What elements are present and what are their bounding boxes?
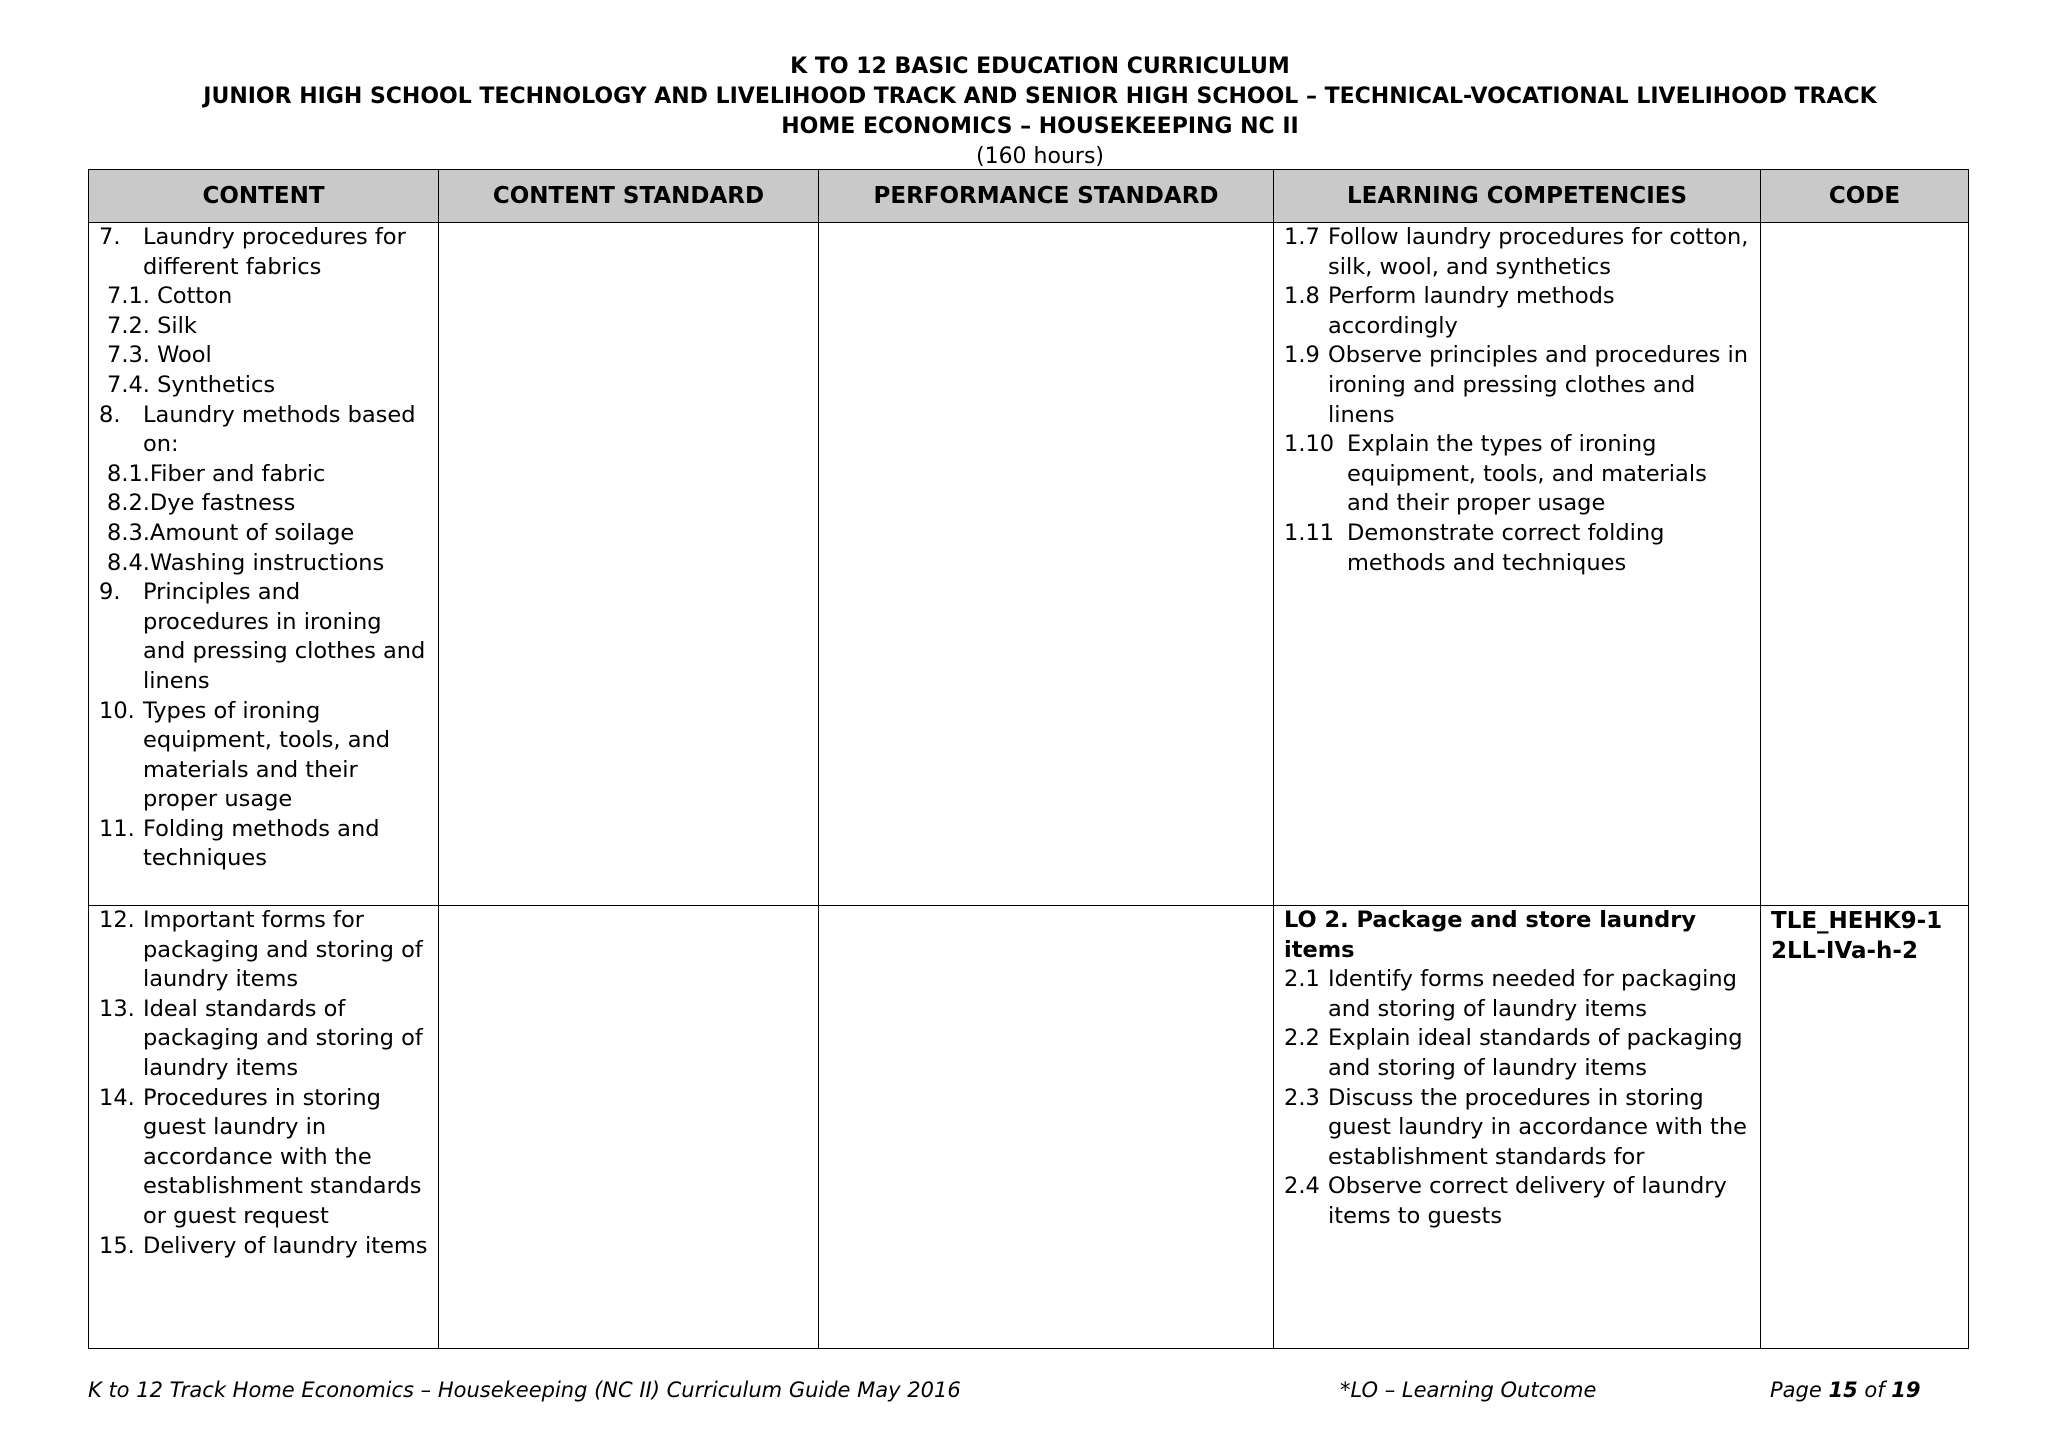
competency-item [1284, 223, 1750, 282]
code-cell [1761, 906, 1969, 1349]
item-number: 2.1 [1284, 966, 1320, 993]
content-list [99, 906, 428, 1261]
competency-item [1284, 519, 1750, 578]
content-subitem: 7.3. Wool [107, 342, 212, 369]
header-track: JUNIOR HIGH SCHOOL TECHNOLOGY AND LIVELIHOOD TRACK AND SENIOR HIGH SCHOOL – TECHNICAL-VOCATIONAL LIVELIHOOD TRACK [203, 84, 1877, 109]
content-subitem: 7.1. Cotton [107, 283, 233, 310]
item-text: Follow laundry procedures for cotton, silk, wool, and synthetics [1328, 224, 1749, 280]
item-text: Laundry methods based on: [143, 401, 416, 458]
learning-competencies-cell [1274, 223, 1761, 906]
table-row [89, 906, 1969, 1349]
content-cell [89, 223, 439, 906]
content-item [99, 223, 428, 282]
item-text: Folding methods and techniques [143, 815, 380, 872]
competency-item [1284, 965, 1750, 1024]
item-number: 2.4 [1284, 1173, 1320, 1200]
item-number: 2.2 [1284, 1025, 1320, 1052]
document-header [0, 52, 2048, 172]
footer-guide-title: K to 12 Track Home Economics – Housekeeping (NC II) Curriculum Guide May 2016 [88, 1378, 961, 1402]
item-text: Types of ironing equipment, tools, and materials and their proper usage [143, 697, 391, 813]
item-number: 12. [99, 907, 135, 933]
item-text: Demonstrate correct folding methods and techniques [1347, 519, 1665, 576]
item-text: Principles and procedures in ironing and pressing clothes and linens [143, 579, 426, 694]
content-item [99, 906, 428, 995]
item-number: 11. [99, 815, 135, 842]
item-number: 1.8 [1284, 283, 1320, 310]
column-header-code: CODE [1761, 170, 1969, 223]
item-text: Observe correct delivery of laundry items to guests [1328, 1173, 1727, 1229]
content-subitem: 8.1.Fiber and fabric [107, 460, 326, 487]
item-number: 1.7 [1284, 224, 1320, 250]
item-number: 9. [99, 579, 121, 606]
column-header-content-standard: CONTENT STANDARD [439, 170, 819, 223]
item-number: 15. [99, 1232, 135, 1259]
performance-standard-cell [819, 906, 1274, 1349]
page-total: 19 [1891, 1378, 1921, 1402]
footer-page-number [1770, 1378, 1921, 1402]
content-item [99, 697, 428, 815]
content-standard-cell [439, 906, 819, 1349]
competency-item [1284, 430, 1750, 519]
page-of: of [1857, 1378, 1892, 1402]
competency-item [1284, 282, 1750, 341]
footer-lo-note: *LO – Learning Outcome [1340, 1378, 1597, 1402]
content-subitem: 8.3.Amount of soilage [107, 519, 355, 546]
competency-code: TLE_HEHK9-12LL-IVa-h-2 [1771, 908, 1943, 964]
content-subitem: 7.2. Silk [107, 312, 197, 339]
header-specialization: HOME ECONOMICS – HOUSEKEEPING NC II [781, 114, 1299, 139]
item-text: Observe principles and procedures in ironing and pressing clothes and linens [1328, 342, 1749, 428]
competency-item [1284, 341, 1750, 430]
content-item [99, 578, 428, 696]
page-prefix: Page [1770, 1378, 1829, 1402]
content-list [99, 223, 428, 874]
content-item [99, 815, 428, 874]
item-number: 13. [99, 995, 135, 1022]
column-header-learning-competencies: LEARNING COMPETENCIES [1274, 170, 1761, 223]
item-number: 8. [99, 401, 121, 428]
item-text: Perform laundry methods accordingly [1328, 283, 1615, 339]
content-subitem: 8.4.Washing instructions [107, 549, 385, 576]
item-number: 14. [99, 1084, 135, 1111]
competency-item [1284, 1024, 1750, 1083]
content-subitem: 7.4. Synthetics [107, 371, 276, 398]
item-number: 2.3 [1284, 1084, 1320, 1111]
column-header-content: CONTENT [89, 170, 439, 223]
competency-list [1284, 965, 1750, 1231]
content-item [99, 1232, 428, 1262]
content-standard-cell [439, 223, 819, 906]
column-header-performance-standard: PERFORMANCE STANDARD [819, 170, 1274, 223]
item-text: Explain ideal standards of packaging and storing of laundry items [1328, 1025, 1743, 1081]
learning-outcome-title: LO 2. Package and store laundry items [1284, 907, 1697, 963]
learning-competencies-cell [1274, 906, 1761, 1349]
content-cell [89, 906, 439, 1349]
header-title: K TO 12 BASIC EDUCATION CURRICULUM [790, 54, 1290, 79]
item-text: Laundry procedures for different fabrics [143, 224, 406, 280]
code-cell [1761, 223, 1969, 906]
competency-item [1284, 1172, 1750, 1231]
item-text: Identify forms needed for packaging and storing of laundry items [1328, 966, 1737, 1022]
competency-item [1284, 1084, 1750, 1173]
item-number: 1.11 [1284, 519, 1335, 546]
curriculum-table [88, 169, 1969, 1349]
page-current: 15 [1828, 1378, 1858, 1402]
item-text: Important forms for packaging and storing of laundry items [143, 907, 423, 993]
table-header-row [89, 170, 1969, 223]
item-text: Procedures in storing guest laundry in accordance with the establishment standards or guest request [143, 1084, 422, 1229]
content-item [99, 401, 428, 460]
item-number: 10. [99, 697, 135, 724]
item-text: Ideal standards of packaging and storing of laundry items [143, 995, 423, 1081]
item-number: 1.10 [1284, 431, 1335, 458]
item-text: Explain the types of ironing equipment, tools, and materials and their proper usage [1347, 431, 1707, 517]
table-row [89, 223, 1969, 906]
competency-list [1284, 223, 1750, 578]
performance-standard-cell [819, 223, 1274, 906]
content-subitem: 8.2.Dye fastness [107, 490, 296, 517]
content-item [99, 1084, 428, 1232]
item-number: 7. [99, 224, 121, 250]
item-text: Discuss the procedures in storing guest laundry in accordance with the establishment standards for [1328, 1084, 1747, 1170]
content-item [99, 995, 428, 1084]
header-hours: (160 hours) [975, 144, 1104, 169]
item-number: 1.9 [1284, 342, 1320, 369]
item-text: Delivery of laundry items [143, 1232, 428, 1259]
